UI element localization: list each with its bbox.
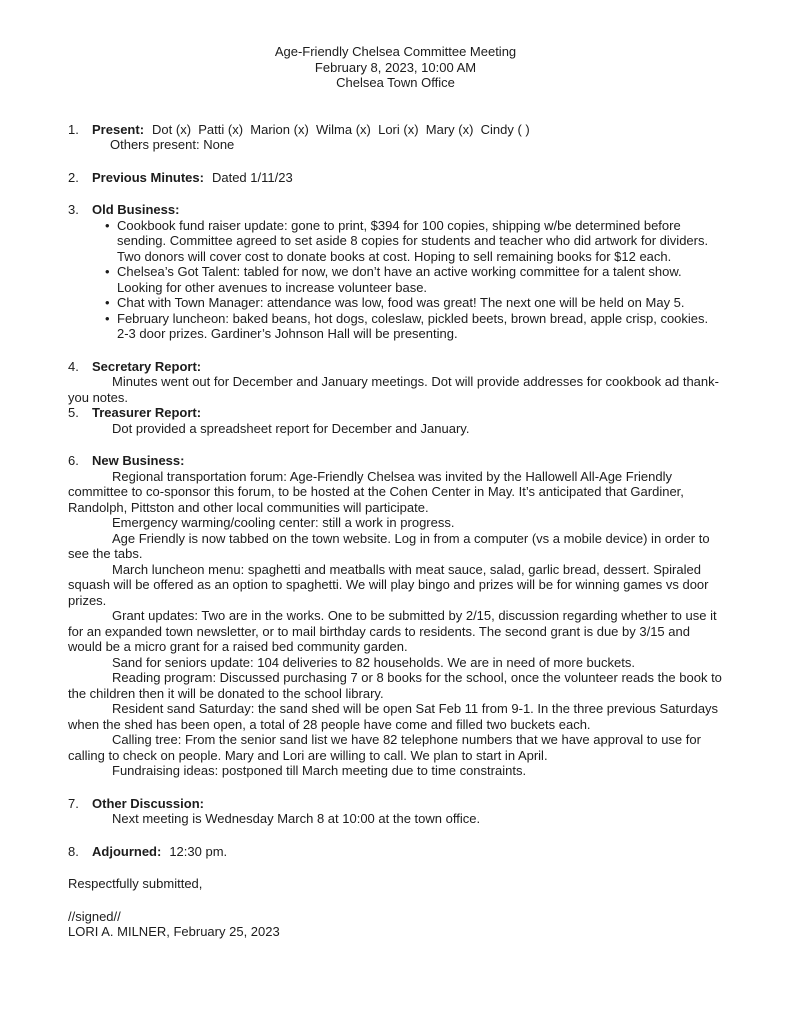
- section-number: 8.: [68, 843, 79, 859]
- section-label: Previous Minutes:: [92, 169, 204, 185]
- paragraph: Dot provided a spreadsheet report for December and January.: [112, 420, 470, 436]
- paragraph: Regional transportation forum: Age-Friendly Chelsea was invited by the Hallowell All-Age Friendly committee to co-sponsor this forum, to be hosted at the Cohen Center in May. It’s anticipated that Gardiner, Randolph, Pittston and other local communities will participate.: [68, 468, 684, 515]
- closing-submitted-line: Respectfully submitted,: [68, 876, 203, 891]
- section-new-business: [68, 453, 723, 779]
- signature-line: LORI A. MILNER, February 25, 2023: [68, 924, 280, 939]
- paragraph: Emergency warming/cooling center: still a work in progress.: [112, 515, 455, 530]
- document-location: Chelsea Town Office: [336, 75, 455, 90]
- section-old-business-header: [68, 202, 723, 218]
- section-number: 7.: [68, 795, 79, 811]
- adjourned-time: 12:30 pm.: [169, 843, 228, 859]
- paragraph: Reading program: Discussed purchasing 7 or 8 books for the school, once the volunteer reads the book to the children then it will be donated to the school library.: [68, 670, 722, 701]
- section-previous-minutes-header: [68, 170, 723, 186]
- section-previous-minutes-line: [92, 170, 293, 186]
- section-treasurer-report: [68, 405, 723, 436]
- section-label: Secretary Report:: [92, 358, 202, 374]
- section-number: 1.: [68, 121, 79, 137]
- paragraph: Sand for seniors update: 104 deliveries to 82 households. We are in need of more buckets.: [112, 654, 635, 670]
- section-secretary-report-header: [68, 359, 723, 375]
- list-item: • Chelsea’s Got Talent: tabled for now, we don’t have an active working committee for a talent show. Looking for other avenues to increase volunteer base.: [117, 264, 723, 295]
- section-number: 3.: [68, 202, 79, 217]
- section-number: 2.: [68, 169, 79, 185]
- section-label: Old Business:: [92, 202, 180, 217]
- list-item: • February luncheon: baked beans, hot dogs, coleslaw, pickled beets, brown bread, apple crisp, cookies. 2-3 door prizes. Gardiner’s Johnson Hall will be presenting.: [117, 311, 723, 342]
- attendance-list: Dot (x) Patti (x) Marion (x) Wilma (x) Lori (x) Mary (x) Cindy ( ): [152, 121, 530, 137]
- section-label: Adjourned:: [92, 843, 162, 859]
- document-date: February 8, 2023, 10:00 AM: [314, 59, 477, 75]
- previous-minutes-date: Dated 1/11/23: [211, 169, 293, 185]
- paragraph: Next meeting is Wednesday March 8 at 10:00 at the town office.: [112, 811, 481, 826]
- section-treasurer-report-header: [68, 405, 723, 421]
- list-item: • Cookbook fund raiser update: gone to print, $394 for 100 copies, shipping w/be determined before sending. Committee agreed to set aside 8 copies for students and teacher who did artwork for dividers. Two donors will cover cost to donate books at cost. Hoping to sell remaining books for $12 each.: [117, 218, 723, 265]
- section-label: Present:: [92, 121, 145, 137]
- section-number: 6.: [68, 453, 79, 468]
- document-title-block: [68, 44, 723, 91]
- section-previous-minutes: [68, 170, 723, 186]
- paragraph: Fundraising ideas: postponed till March meeting due to time constraints.: [112, 763, 527, 778]
- others-present-line: Others present: None: [110, 137, 235, 152]
- paragraph: Calling tree: From the senior sand list we have 82 telephone numbers that we have approval to use for calling to check on people. Mary and Lori are willing to call. We plan to start in April.: [68, 732, 701, 763]
- section-number: 5.: [68, 405, 79, 420]
- paragraph: March luncheon menu: spaghetti and meatballs with meat sauce, salad, garlic bread, dessert. Spiraled squash will be offered as an option to spaghetti. We will play bingo and prizes will be for winning games vs door prizes.: [68, 561, 709, 608]
- section-new-business-header: [68, 453, 723, 469]
- section-other-discussion: [68, 796, 723, 827]
- section-secretary-report: [68, 359, 723, 406]
- document-title: Age-Friendly Chelsea Committee Meeting: [274, 44, 517, 59]
- old-business-list: [68, 218, 723, 342]
- section-present-header: [68, 122, 723, 138]
- section-number: 4.: [68, 358, 79, 374]
- section-label: Treasurer Report:: [92, 405, 202, 420]
- section-other-discussion-header: [68, 796, 723, 812]
- section-old-business: [68, 202, 723, 342]
- section-present: [68, 122, 723, 153]
- signed-marker: //signed//: [68, 908, 121, 924]
- section-adjourned-header: [68, 844, 723, 860]
- paragraph: Resident sand Saturday: the sand shed will be open Sat Feb 11 from 9-1. In the three previous Saturdays when the shed has been open, a total of 28 people have come and filled two buckets each.: [68, 701, 719, 732]
- section-present-line: [92, 122, 530, 138]
- section-adjourned: [68, 844, 723, 860]
- section-label: New Business:: [92, 453, 185, 468]
- signature-block: [68, 909, 723, 940]
- paragraph: Minutes went out for December and January meetings. Dot will provide addresses for cookbook ad thank-you notes.: [68, 374, 719, 405]
- section-label: Other Discussion:: [92, 795, 204, 811]
- list-item: • Chat with Town Manager: attendance was low, food was great! The next one will be held on May 5.: [117, 295, 723, 311]
- paragraph: Age Friendly is now tabbed on the town website. Log in from a computer (vs a mobile device) in order to see the tabs.: [68, 530, 710, 561]
- paragraph: Grant updates: Two are in the works. One to be submitted by 2/15, discussion regarding whether to use it for an expanded town newsletter, or to mail birthday cards to residents. The second grant is due by 3/15 and would be a micro grant for a raised bed community garden.: [68, 608, 717, 654]
- section-adjourned-line: [92, 844, 227, 860]
